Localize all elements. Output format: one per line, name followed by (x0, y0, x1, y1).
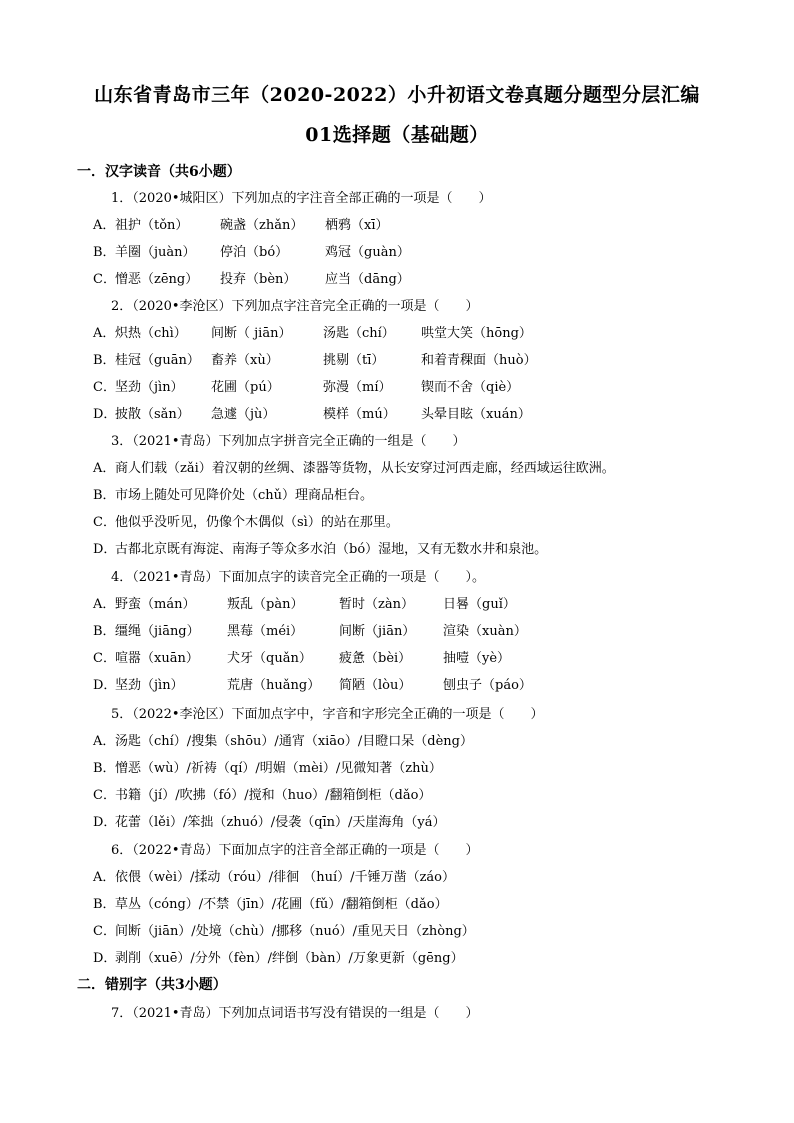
option-item: 鸡冠（guàn） (325, 245, 410, 260)
option-text: 憎恶（wù）/祈祷（qí）/明媚（mèi）/见微知著（zhù） (115, 761, 442, 776)
option-label: B． (93, 897, 116, 912)
question-6-stem: 6．（2022•青岛）下面加点字的注音全部正确的一项是（ ） (111, 843, 479, 858)
option-item: 缰绳（jiāng） (115, 624, 200, 639)
option-label: A． (93, 218, 116, 233)
option-label: A． (93, 461, 116, 476)
option-item: 弥漫（mí） (323, 380, 392, 395)
question-3-stem: 3．（2021•青岛）下列加点字拼音完全正确的一组是（ ） (111, 434, 466, 449)
section-heading-typos: 二．错别字（共3小题） (77, 977, 227, 993)
question-2-option-b (93, 349, 537, 368)
question-5-option-d (93, 811, 446, 829)
option-text: 商人们载（zǎi）着汉朝的丝绸、漆器等货物，从长安穿过河西走廊，经西域运往欧洲。 (115, 461, 615, 476)
option-item: 炽热（chì） (115, 326, 187, 341)
option-item: 应当（dāng） (325, 272, 410, 287)
option-label: C． (93, 788, 116, 803)
option-label: A． (93, 734, 116, 749)
option-label: A． (93, 870, 116, 885)
option-text: 剥削（xuē）/分外（fèn）/绊倒（bàn）/万象更新（gēng） (115, 951, 464, 966)
question-6-option-a (93, 866, 455, 884)
option-text: 书籍（jí）/吹拂（fó）/搅和（huo）/翻箱倒柜（dǎo） (115, 788, 432, 803)
option-text: 草丛（cóng）/不禁（jīn）/花圃（fǔ）/翻箱倒柜（dǎo） (115, 897, 448, 912)
question-7-stem: 7．（2021•青岛）下列加点词语书写没有错误的一组是（ ） (111, 1006, 479, 1021)
question-4-stem: 4．（2021•青岛）下面加点字的读音完全正确的一项是（ ）。 (111, 570, 486, 585)
option-text: 汤匙（chí）/搜集（shōu）/通宵（xiāo）/目瞪口呆（dèng） (115, 734, 473, 749)
option-item: 羊圈（juàn） (115, 245, 196, 260)
option-label: B． (93, 245, 116, 260)
option-item: 披散（sǎn） (115, 407, 190, 422)
option-label: D． (93, 407, 117, 422)
document-title-line-2: 01选择题（基础题） (305, 124, 489, 146)
option-item: 停泊（bó） (220, 245, 289, 260)
option-item: 简陋（lòu） (339, 678, 412, 693)
option-item: 间断（ jiān） (211, 326, 292, 341)
option-item: 荒唐（huǎng） (227, 678, 321, 693)
option-item: 挑剔（tī） (323, 353, 385, 368)
question-2-option-d (93, 403, 531, 422)
option-item: 喧嚣（xuān） (115, 651, 199, 666)
option-item: 暂时（zàn） (339, 597, 414, 612)
question-5-option-b (93, 757, 442, 775)
option-item: 祖护（tǒn） (115, 218, 189, 233)
question-6-option-c (93, 920, 475, 938)
option-label: D． (93, 542, 117, 557)
option-text: 古都北京既有海淀、南海子等众多水泊（bó）湿地，又有无数水井和泉池。 (115, 542, 548, 557)
option-item: 畜养（xù） (211, 353, 279, 368)
option-item: 急遽（jù） (211, 407, 276, 422)
question-2-option-a (93, 322, 532, 341)
option-label: B． (93, 761, 116, 776)
question-5-option-c (93, 784, 431, 802)
option-text: 依偎（wèi）/揉动（róu）/徘徊 （huí）/千锤万凿（záo） (115, 870, 455, 885)
option-label: A． (93, 326, 116, 341)
option-item: 黑莓（méi） (227, 624, 304, 639)
question-1-option-c (93, 268, 410, 287)
option-item: 抽噎（yè） (443, 651, 511, 666)
question-3-option-a (93, 457, 615, 475)
option-text: 花蕾（lěi）/笨拙（zhuó）/侵袭（qīn）/天崖海角（yá） (115, 815, 446, 830)
question-6-option-d (93, 947, 464, 965)
option-item: 犬牙（quǎn） (227, 651, 312, 666)
option-item: 渲染（xuàn） (443, 624, 527, 639)
option-item: 憎恶（zēng） (115, 272, 199, 287)
option-item: 桂冠（guān） (115, 353, 200, 368)
question-3-option-b (93, 484, 373, 502)
option-item: 坚劲（jìn） (115, 380, 184, 395)
question-1-option-a (93, 214, 389, 233)
option-item: 哄堂大笑（hōng） (421, 326, 532, 341)
option-item: 和着青稞面（huò） (421, 353, 537, 368)
option-item: 日晷（guǐ） (443, 597, 516, 612)
option-item: 碗盏（zhǎn） (220, 218, 304, 233)
question-5-stem: 5．（2022•李沧区）下面加点字中，字音和字形完全正确的一项是（ ） (111, 707, 544, 722)
question-2-option-c (93, 376, 520, 395)
option-text: 他似乎没听见，仍像个木偶似（sì）的站在那里。 (115, 515, 399, 530)
option-item: 刨虫子（páo） (443, 678, 532, 693)
question-4-option-b (93, 620, 527, 639)
question-6-option-b (93, 893, 448, 911)
option-item: 锲而不舍（qiè） (421, 380, 520, 395)
option-label: B． (93, 353, 116, 368)
option-label: C． (93, 272, 116, 287)
option-label: C． (93, 515, 116, 530)
question-2-stem: 2．（2020•李沧区）下列加点字注音完全正确的一项是（ ） (111, 299, 479, 314)
option-item: 坚劲（jìn） (115, 678, 184, 693)
option-item: 栖鸦（xī） (325, 218, 389, 233)
option-label: C． (93, 924, 116, 939)
option-item: 疲惫（bèi） (339, 651, 412, 666)
option-item: 投弃（bèn） (220, 272, 297, 287)
option-item: 野蛮（mán） (115, 597, 196, 612)
option-item: 头晕目眩（xuán） (421, 407, 531, 422)
question-3-option-d (93, 538, 547, 556)
option-text: 间断（jiān）/处境（chù）/挪移（nuó）/重见天日（zhòng） (115, 924, 475, 939)
document-title-line-1: 山东省青岛市三年（2020-2022）小升初语文卷真题分题型分层汇编 (94, 84, 700, 106)
option-label: A． (93, 597, 116, 612)
option-label: D． (93, 678, 117, 693)
section-heading-pronunciation: 一．汉字读音（共6小题） (77, 164, 241, 180)
question-3-option-c (93, 511, 399, 529)
option-label: B． (93, 488, 116, 503)
option-label: C． (93, 380, 116, 395)
question-1-option-b (93, 241, 410, 260)
option-label: D． (93, 951, 117, 966)
option-label: B． (93, 624, 116, 639)
question-4-option-a (93, 593, 516, 612)
question-4-option-c (93, 647, 511, 666)
option-item: 叛乱（pàn） (227, 597, 304, 612)
option-item: 花圃（pú） (211, 380, 280, 395)
question-1-stem: 1．（2020•城阳区）下列加点的字注音全部正确的一项是（ ） (111, 191, 492, 206)
question-5-option-a (93, 730, 473, 748)
option-item: 模样（mú） (323, 407, 396, 422)
option-label: C． (93, 651, 116, 666)
question-4-option-d (93, 674, 532, 693)
option-text: 市场上随处可见降价处（chǔ）理商品柜台。 (115, 488, 374, 503)
option-label: D． (93, 815, 117, 830)
option-item: 汤匙（chí） (323, 326, 395, 341)
option-item: 间断（jiān） (339, 624, 416, 639)
